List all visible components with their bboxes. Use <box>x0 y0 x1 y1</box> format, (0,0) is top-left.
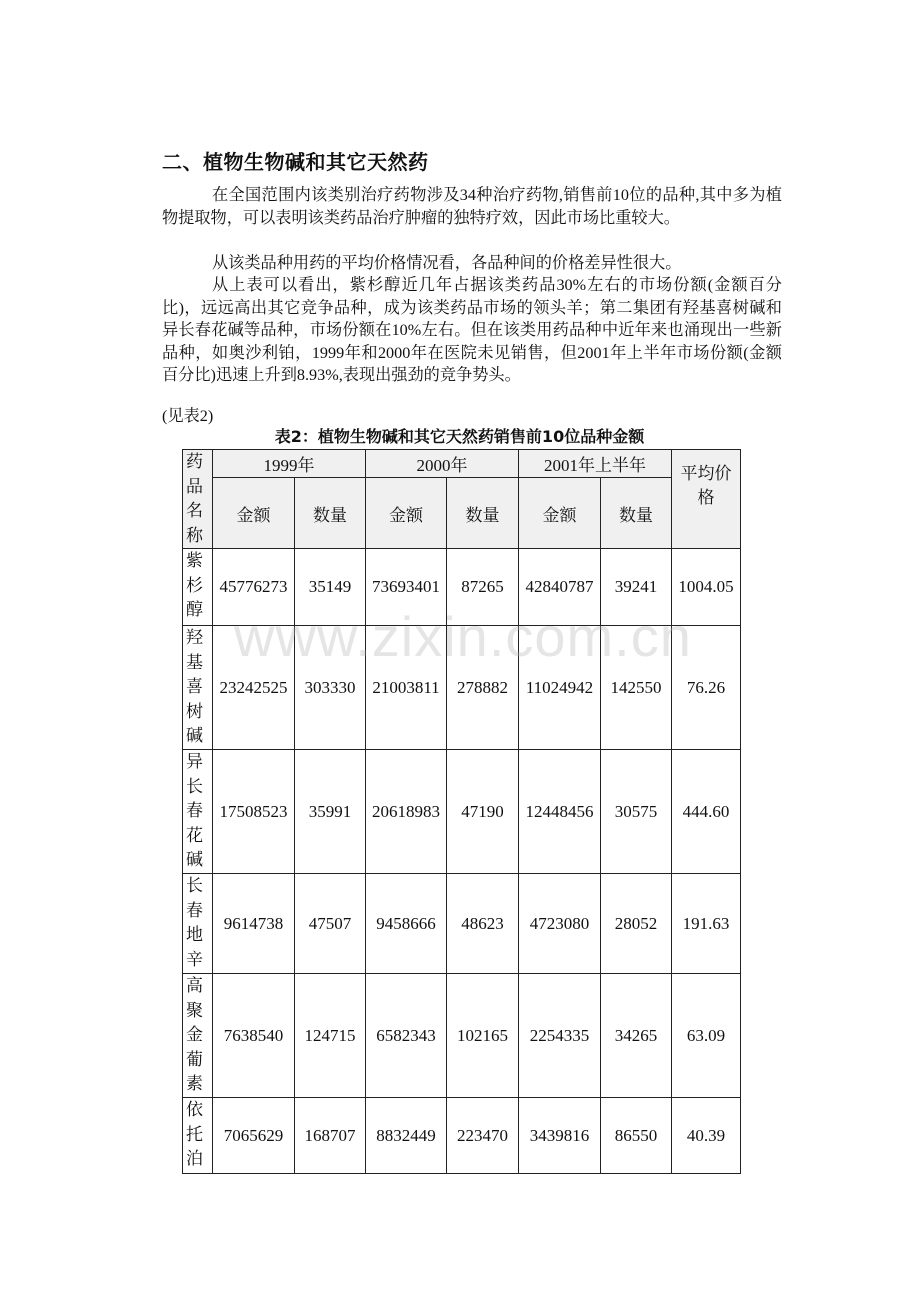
quantity-2000: 48623 <box>447 874 519 974</box>
quantity-2000: 47190 <box>447 750 519 874</box>
quantity-2001h1: 34265 <box>601 974 672 1098</box>
watermark: www.zixin.com.cn <box>234 605 692 668</box>
quantity-2000: 102165 <box>447 974 519 1098</box>
drug-name: 依托泊 <box>183 1098 213 1174</box>
sales-table <box>182 449 741 1174</box>
paragraph-intro: 在全国范围内该类别治疗药物涉及34种治疗药物,销售前10位的品种,其中多为植物提取物，可以表明该类药品治疗肿瘤的独特疗效，因此市场比重较大。 <box>162 186 782 227</box>
quantity-1999: 35149 <box>295 549 366 626</box>
amount-1999: 17508523 <box>213 750 295 874</box>
header-avg-price: 平均价格 <box>672 450 741 549</box>
section-heading: 二、植物生物碱和其它天然药 <box>162 150 429 174</box>
quantity-2000: 223470 <box>447 1098 519 1174</box>
avg-price: 76.26 <box>672 626 741 750</box>
quantity-1999: 124715 <box>295 974 366 1098</box>
table-row <box>183 874 741 974</box>
paragraph-price: 从该类品种用药的平均价格情况看，各品种间的价格差异性很大。 <box>212 254 682 272</box>
amount-2001h1: 4723080 <box>519 874 601 974</box>
table-row <box>183 549 741 626</box>
table-caption: 表2：植物生物碱和其它天然药销售前10位品种金额 <box>274 427 645 446</box>
amount-1999: 7065629 <box>213 1098 295 1174</box>
header-drug-name: 药品名称 <box>183 450 213 549</box>
quantity-1999: 168707 <box>295 1098 366 1174</box>
header-year-2000: 2000年 <box>366 450 519 478</box>
amount-2000: 8832449 <box>366 1098 447 1174</box>
table-row <box>183 626 741 750</box>
amount-1999: 9614738 <box>213 874 295 974</box>
header-quantity: 数量 <box>295 478 366 549</box>
header-quantity: 数量 <box>601 478 672 549</box>
amount-2000: 9458666 <box>366 874 447 974</box>
amount-2001h1: 42840787 <box>519 549 601 626</box>
quantity-2001h1: 86550 <box>601 1098 672 1174</box>
table-row <box>183 974 741 1098</box>
avg-price: 63.09 <box>672 974 741 1098</box>
quantity-1999: 303330 <box>295 626 366 750</box>
header-quantity: 数量 <box>447 478 519 549</box>
amount-1999: 45776273 <box>213 549 295 626</box>
drug-name: 高聚金葡素 <box>183 974 213 1098</box>
quantity-1999: 47507 <box>295 874 366 974</box>
avg-price: 1004.05 <box>672 549 741 626</box>
amount-1999: 7638540 <box>213 974 295 1098</box>
drug-name: 长春地辛 <box>183 874 213 974</box>
quantity-2001h1: 30575 <box>601 750 672 874</box>
drug-name: 羟基喜树碱 <box>183 626 213 750</box>
amount-2000: 20618983 <box>366 750 447 874</box>
header-year-2001h1: 2001年上半年 <box>519 450 672 478</box>
paragraph-analysis: 从上表可以看出，紫杉醇近几年占据该类药品30%左右的市场份额(金额百分比)，远远高出其它竞争品种，成为该类药品市场的领头羊；第二集团有羟基喜树碱和异长春花碱等品种，市场份额在10%左右。但在该类用药品种中近年来也涌现出一些新品种，如奥沙利铂，1999年和2000年在医院未见销售，但2001年上半年市场份额(金额百分比)迅速上升到8.93%,表现出强劲的竞争势头。 <box>162 276 782 385</box>
quantity-1999: 35991 <box>295 750 366 874</box>
quantity-2001h1: 39241 <box>601 549 672 626</box>
quantity-2001h1: 28052 <box>601 874 672 974</box>
avg-price: 40.39 <box>672 1098 741 1174</box>
amount-2000: 6582343 <box>366 974 447 1098</box>
avg-price: 191.63 <box>672 874 741 974</box>
table-reference: (见表2) <box>162 407 214 425</box>
amount-2001h1: 12448456 <box>519 750 601 874</box>
table-row <box>183 750 741 874</box>
header-year-1999: 1999年 <box>213 450 366 478</box>
table-row <box>183 1098 741 1174</box>
drug-name: 紫杉醇 <box>183 549 213 626</box>
quantity-2001h1: 142550 <box>601 626 672 750</box>
amount-2001h1: 2254335 <box>519 974 601 1098</box>
header-amount: 金额 <box>366 478 447 549</box>
quantity-2000: 87265 <box>447 549 519 626</box>
amount-2001h1: 3439816 <box>519 1098 601 1174</box>
drug-name: 异长春花碱 <box>183 750 213 874</box>
amount-2000: 73693401 <box>366 549 447 626</box>
header-amount: 金额 <box>213 478 295 549</box>
amount-2000: 21003811 <box>366 626 447 750</box>
amount-2001h1: 11024942 <box>519 626 601 750</box>
avg-price: 444.60 <box>672 750 741 874</box>
amount-1999: 23242525 <box>213 626 295 750</box>
quantity-2000: 278882 <box>447 626 519 750</box>
header-amount: 金额 <box>519 478 601 549</box>
